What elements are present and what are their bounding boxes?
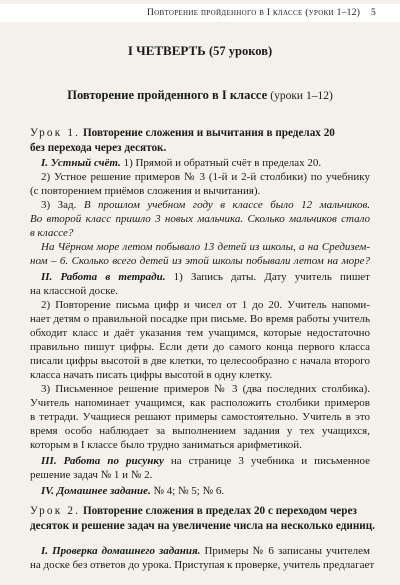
lesson1-line bbox=[41, 382, 370, 396]
lesson1-line-text: (с повторением приёмов сложения и вычитания). bbox=[30, 185, 261, 197]
lesson1-line-text: обходит класс и даёт указания тем учащимся, которые недостаточно bbox=[30, 327, 370, 339]
lesson1-line-text: № 4; № 5; № 6. bbox=[150, 485, 225, 497]
lesson1-line-italic: в классе? bbox=[30, 227, 74, 239]
lesson2-line-head: I. Проверка домашнего задания. bbox=[41, 545, 201, 557]
lesson1-line bbox=[41, 270, 370, 284]
lesson1-line-italic: В прошлом учебном году в классе было 12 мальчиков. bbox=[76, 199, 371, 211]
lesson1-line-text: время особо наблюдает за выполнением задания у тех учащихся, bbox=[30, 425, 370, 437]
lesson1-line-text: 3) Письменное решение примеров № 3 (два последних столбика). bbox=[41, 383, 370, 395]
page-number: 5 bbox=[371, 8, 377, 18]
lesson1-line-head: II. Работа в тетради. bbox=[41, 271, 166, 283]
lesson1-line-text: которым в I классе было трудно заниматься арифметикой. bbox=[30, 439, 302, 451]
lesson1-line bbox=[41, 298, 370, 312]
lesson1-line bbox=[30, 226, 370, 240]
lesson1-line bbox=[30, 212, 370, 226]
lesson1-line-head: III. Работа по рисунку bbox=[41, 455, 164, 467]
lesson1-line-text: класса начать писать цифры высотой в одну клетку. bbox=[30, 369, 273, 381]
lesson1-line-italic: На Чёрном море летом побывало 13 детей из школы, а на Средизем- bbox=[41, 241, 370, 253]
lesson1-line-head: I. Устный счёт. bbox=[41, 157, 121, 169]
lesson1-line-head: IV. Домашнее задание. bbox=[41, 485, 151, 497]
lesson-2-heading bbox=[30, 504, 385, 534]
lesson-2-label: Урок 2. bbox=[30, 505, 81, 517]
lesson2-line bbox=[41, 544, 370, 558]
lesson1-line-text: на странице 3 учебника и письменное bbox=[163, 455, 370, 467]
lesson1-line bbox=[30, 340, 370, 354]
lesson1-line-text: правильно пишут цифры. Если дети до самого конца первого класса bbox=[30, 341, 370, 353]
lesson1-line-italic: ном – 6. Сколько всего детей из этой школы побывали летом на море? bbox=[30, 255, 370, 267]
section-subtitle: (уроки 1–12) bbox=[270, 90, 333, 102]
lesson1-line-text: на классной доске. bbox=[30, 285, 118, 297]
lesson1-line-text: писали цифры высотой в две клетки, то целесообразно с начала второго bbox=[30, 355, 370, 367]
lesson1-line-text: 2) Повторение письма цифр и чисел от 1 до 20. Учитель напоми- bbox=[41, 299, 370, 311]
lesson1-line bbox=[30, 468, 370, 482]
lesson1-line bbox=[30, 424, 370, 438]
lesson1-line bbox=[30, 354, 370, 368]
lesson-1-heading bbox=[30, 126, 385, 156]
lesson-1-label: Урок 1. bbox=[30, 127, 81, 139]
lesson1-line bbox=[30, 410, 370, 424]
section-title: Повторение пройденного в I классе bbox=[67, 88, 268, 102]
lesson1-line-text: 1) Запись даты. Дату учитель пишет bbox=[165, 271, 370, 283]
quarter-heading bbox=[0, 43, 400, 59]
lesson2-line bbox=[30, 558, 375, 572]
lesson1-line bbox=[41, 170, 370, 184]
lesson1-line bbox=[30, 284, 370, 298]
running-head bbox=[0, 4, 400, 22]
section-heading bbox=[0, 88, 400, 103]
lesson1-line bbox=[41, 156, 370, 170]
running-head-title: Повторение пройденного в I классе (уроки 1–12) bbox=[147, 8, 361, 18]
lesson-2-title: Повторение сложения в пределах 20 с переходом через bbox=[82, 505, 357, 517]
lesson1-line-text: 2) Устное решение примеров № 3 (1-й и 2-й столбики) по учебнику bbox=[41, 171, 370, 183]
lesson1-line-text: Учитель напоминает учащимся, как расположить столбики примеров bbox=[30, 397, 370, 409]
lesson1-line bbox=[30, 326, 370, 340]
quarter-subtitle: (57 уроков) bbox=[209, 44, 273, 58]
lesson1-line bbox=[41, 454, 370, 468]
lesson2-line-text: Примеры № 6 записаны учителем bbox=[200, 545, 370, 557]
lesson1-line bbox=[41, 198, 370, 212]
lesson1-line bbox=[41, 484, 370, 498]
lesson1-line-italic: Во второй класс пришло 3 новых мальчика. Сколько мальчиков стало bbox=[30, 213, 370, 225]
lesson1-line-text: нает детям о правильной посадке при письме. Во время работы учитель bbox=[30, 313, 370, 325]
lesson1-line bbox=[30, 184, 370, 198]
lesson1-line-text: 3) Зад. bbox=[41, 199, 77, 211]
lesson1-line bbox=[30, 312, 370, 326]
lesson1-line-text: решение задач № 1 и № 2. bbox=[30, 469, 153, 481]
lesson1-line bbox=[30, 254, 370, 268]
lesson1-line bbox=[30, 396, 370, 410]
lesson2-line-text: на доске без ответов до урока. Приступая к проверке, учитель предлагает bbox=[30, 559, 375, 571]
lesson1-line bbox=[41, 240, 370, 254]
lesson1-line bbox=[30, 368, 370, 382]
lesson-2-title-cont: десяток и решение задач на увеличение числа на несколько единиц. bbox=[30, 520, 375, 532]
lesson1-line-text: в тетради. Учащиеся решают примеры самостоятельно. Учитель в это bbox=[30, 411, 370, 423]
lesson-1-title-cont: без перехода через десяток. bbox=[30, 142, 167, 154]
quarter-title: I ЧЕТВЕРТЬ bbox=[127, 43, 206, 58]
lesson1-line bbox=[30, 438, 370, 452]
lesson1-line-text: 1) Прямой и обратный счёт в пределах 20. bbox=[120, 157, 322, 169]
lesson-1-title: Повторение сложения и вычитания в пределах 20 bbox=[82, 127, 335, 139]
